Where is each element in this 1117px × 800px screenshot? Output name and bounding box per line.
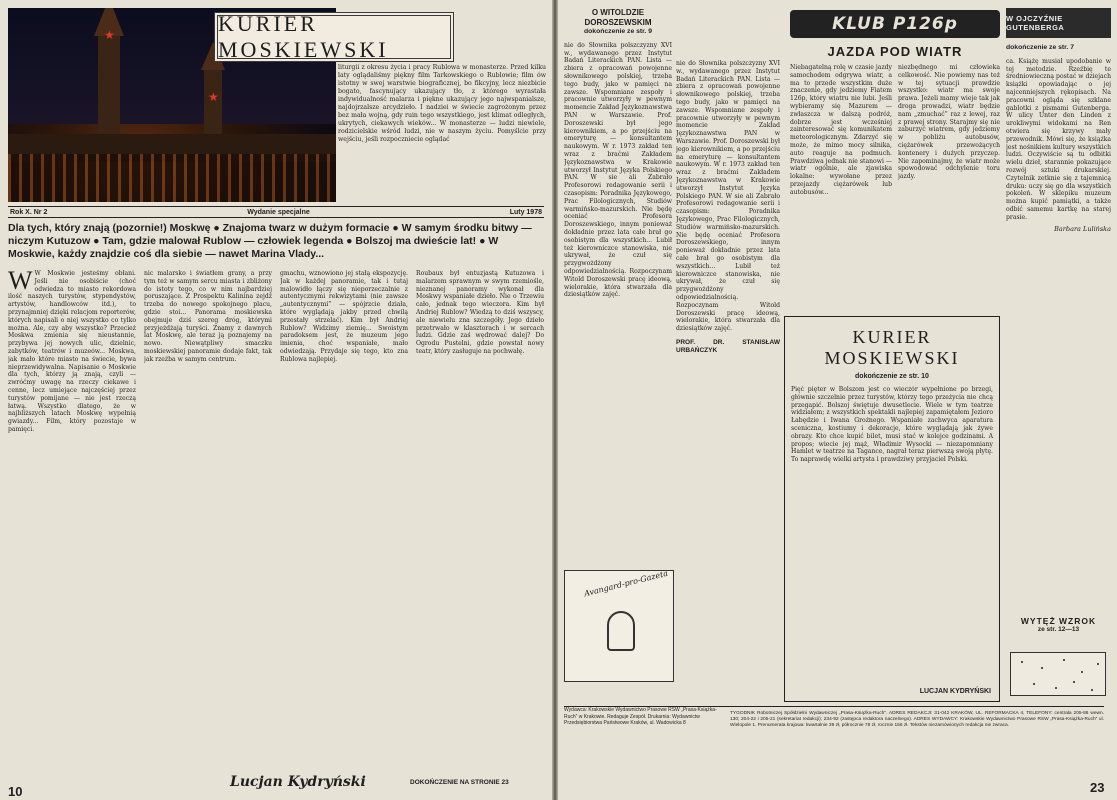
issue-info-bar [8, 206, 544, 218]
doroszewski-column-2: nie do Słownika polszczyzny XVI w., wydawanego przez Instytut Badań Literackich PAN. Lista — zbiera z opracowań powojenne słownikowego polskiej, trzeba tego budy, jako w pamięci na zawsze. Wspomniane zespoły i pracownie utworzyły w pewnym momencie Zakład Językoznawstwa PAN w Warszawie. Prof. Doroszewski był jego kierownikiem, a po przejściu na emeryturę — konsultantem naukowym. W r. 1973 zakład ten wraz z braćmi Zakładem Językoznawstwa w Krakowie utworzył Instytut Języka Polskiego PAN. W sie ali Zabrało Profesorowi redagowanie serii i czasopism: Poradnika Językowego, Prac Filologicznych, Studiów warmińsko-mazurskich. Nie będę oceniać Profesora Doroszewskiego, innym ponieważ dokładnie przez lata całe brał go osobistym dla wszystkich... Lubił też kierowniczce stanowiska, nie ukrywał, że czuł się przygwożdżony odpowiedzialnością. Rozpoczynam Witold Doroszewski pracę ideową, wielorakie, która stwarzała dla dziesiątków zajęć. PROF. DR. STANISŁAW URBAŃCZYK [676, 60, 780, 354]
gutenberg-heading: W OJCZYŹNIE GUTENBERGA [1006, 8, 1111, 38]
editorial-address: TYGODNIK Robotniczej Spółdzielni Wydawniczej „Prasa-Książka-Ruch”. ADRES REDAKCJI: 31-042 KRAKÓW, UL. REFORMACKA 4, TELEFONY: centrala 205-86 wewn. 130; 204-22 i 205-21 (sekretariat redakcji); 234-92 (zastępca redaktora naczelnego). ADRES WYDAWCY: Krakowskie Wydawnictwo Prasowe RSW „Prasa-Książka-Ruch” ul. Wielopole 1. Prenumerata krajowa: kwartalnie 39 zł, półrocznie 78 zł, rocznie 156 zł. Tekstów niezamówionych redakcja nie zwraca. [730, 711, 1104, 729]
red-star-icon: ★ [208, 90, 219, 104]
klub-126p-logo: KLUB P126p [790, 10, 1000, 38]
dot-puzzle [1010, 652, 1106, 696]
doroszewski-text: nie do Słownika polszczyzny XVI w., wydawanego przez Instytut Badań Literackich PAN. Lista — zbiera z opracowań powojenne słownikowego polskiej, trzeba tego budy, jako w pamięci na zawsze. Wspomniane zespoły i pracownie utworzyły w pewnym momencie Zakład Językoznawstwa PAN w Warszawie. Prof. Doroszewski był jego kierownikiem, a po przejściu na emeryturę — konsultantem naukowym. W r. 1973 zakład ten wraz z braćmi Zakładem Językoznawstwa w Krakowie utworzył Instytut Języka Polskiego PAN. W sie ali Zabrało Profesorowi redagowanie serii i czasopism: Poradnika Językowego, Prac Filologicznych, Studiów warmińsko-mazurskich. Nie będę oceniać Profesora Doroszewskiego, innym ponieważ dokładnie przez lata całe brał go osobistym dla wszystkich... Lubił też kierowniczce stanowiska, nie ukrywał, że czuł się przygwożdżony odpowiedzialnością. Rozpoczynam Witold Doroszewski pracę ideową, wielorakie, która stwarzała dla dziesiątków zajęć. [564, 41, 672, 299]
article-column-1: W W Moskwie jesteśmy obłani. Jeśli nie osobiście (choć odwiedza to miasto rekordowa ilość naszych turystów, stypendystów, artystów, handlowców itd.), to przynajmniej dzięki relacjom reporterów, których napisali o niej wszystko co tylko można. Ale, czy aby wszystko? Przecież Moskwa zmienia się nieustannie, przybywa jej nowych ulic, dzielnic, zabytków, teatrów i muzeów... Moskwa, jak mało które miasto na świecie, bywa nieprzewidywalna. Napisanie o Moskwie dla tych, którzy ją znają, czyli — zwróćmy uwagę na rzeczy ciekawe i cenne, lecz umiejące najczęściej przez turystów pomijane — nie jest rzeczą łatwą. Wszystko dlatego, że w najbliższych latach Moskwę wypełnią gwiazdy... Film, który pozostaje w pamięci. [8, 270, 136, 433]
gutenberg-continued: dokończenie ze str. 7 [1006, 44, 1074, 51]
doroszewski-column [564, 8, 672, 568]
left-page [0, 0, 552, 800]
wytez-subtitle: ze str. 12—13 [1037, 626, 1080, 633]
article-column-4: Roubaux był entuzjastą Kutuzowa i malarzem sprawnym w swym rzemiośle, nieznanej panoramy wykonał dla Moskwy wspaniałe dzieło. Nie o Trzewiu cało, jednak tego wieczora. Kim był Andriej Rublow? Wiedzą to dziś wszyscy, ale niewielu zna szczegóły. Jego dzieło przetrwało w klasztorach i w sercach ludzi. Gdzie zaś wędrować dalej? Do Ogrodu Pustelni, gdzie powstał nowy teatr, który zasługuje na pochwałę. [416, 270, 544, 355]
drop-cap: W [8, 270, 33, 295]
red-star-icon: ★ [104, 28, 115, 42]
box-title: KURIER MOSKIEWSKI [824, 327, 960, 368]
intro-column: liturgii z okresu życia i pracy Rublowa w monasterze. Przed kilku laty oglądaliśmy piękny film Tarkowskiego o Rublowie; film ów istotny w swej warstwie biograficznej, bo fikcyjny, lecz niezbicie bogato, fascynujący ukazujący tło, z którego wyrastała indywidualność malarza i piękne ukazujący jego najwspanialsze, najdojrzalsze arcydzieło. I nadziei w świecie zagrożonym przez bez mała wojną, gdy ruin tego wszystkiego, jest klimat odległych, ukrytych, ciekawych wieków... W monasterze — ludzi niewiele, rodzicielskie wśród ludzi, nie w naszym życiu. Pomyślcie przy wejściu, jeśli rozpoczniecie oglądać [338, 64, 546, 143]
author-signature: Lucjan Kydryński [230, 774, 366, 790]
edition-label: Wydanie specjalne [247, 208, 310, 216]
article-column-2: nic malarsko i światłem grany, a przy tym też w samym sercu miasta i zbliżony do istoty tego, co w nim najbardziej poruszające. Z Prospektu Kalinina zejdź trzeba do nowego spokojnego placu, gdzie stoi... Panorama moskiewska obejmuje dziś szereg dróg, którymi przyjeżdżają turyści. Znamy z dawnych lat Moskwę, ale teraz ją poznajemy na nowo. Niewątpliwy smaczku moskiewskiej panoramie dodaje fakt, tak jak rzeźba w samym centrum. [144, 270, 272, 363]
page-number-right: 23 [1090, 780, 1105, 795]
cartoon-figure [607, 611, 635, 651]
wytez-wzrok-block [1006, 616, 1111, 633]
doroszewski-heading: O WITOLDZIE DOROSZEWSKIM [584, 8, 652, 27]
doroszewski-continued: dokończenie ze str. 9 [584, 28, 652, 35]
gutenberg-column [1006, 44, 1111, 610]
kurier-continuation-box [784, 316, 1000, 702]
jazda-column-2: niezbędnego mi człowieka celkowość. Nie powiemy nas też w tej sytuacji prawdzie wszystko: wiatr ma swoje prawa. Jeżeli mamy wieje tak jak droga prowadzi, wiatr będzie nam „zmuchać” raz z lewej, raz z prawej strony. Starajmy się nie zaburzyć wiatrem, gdy jedziemy w pobliżu autobusów, ciężarówek przewożących kontenery i dużych przyczep. Nie zapominajmy, że wiatr może spowodować odchylenie toru jazdy. [898, 64, 1000, 181]
page-number-left: 10 [8, 784, 23, 799]
article-column-3: gmachu, wznowiono jej stałą ekspozycję. Jak w każdej panoramie, tak i tutaj malowidło łączy się nieporzeczalnie z autentycznymi rekwizytami (nie zawsze „autentycznymi” — spójrzcie działa, które wyglądają jakby przed chwilą przestały strzelać). Kim był Andriej Rublow? Widzimy ziemię... Swoistym paradoksem jest, że muzeum jego imienia, choć wspaniałe, mało odwiedzają. Przydaje się tego, kto zna Rublowa najlepiej. [280, 270, 408, 363]
jazda-headline: JAZDA POD WIATR [827, 44, 963, 59]
wytez-title: WYTĘŻ WZROK [1020, 616, 1097, 626]
box-text: Pięć pięter w Bolszom jest co wieczór wypełnione po brzegi, głównie szczelnie przez turystów, którzy tego przeżycia nie chcą przegapić. Bolszoj świętuje dwusetlecie. Wiele w tym teatrze widziałem; z wszystkich spektakli najlepiej zapamiętałem Jezioro Łabędzie i Iwana Groźnego. Wspaniałe zachwyca aparatura sceniczna, kostiumy i dekoracje, które wyglądają jak żywe obrazy. Kto chce kupić bilet, musi stać w kolejce godzinami. A propos; wiecie jej mąż, Władimir Wysocki — niezapomniany Hamlet w teatrze na Tagance, nagrał teraz pierwszą swoją płytę. To naprawdę wielki artysta i prawdziwy przyjaciel Polski. [791, 386, 993, 464]
continued-note: DOKOŃCZENIE NA STRONIE 23 [410, 779, 509, 786]
masthead-title: KURIER MOSKIEWSKI [218, 11, 389, 62]
box-author: LUCJAN KYDRYŃSKI [919, 688, 991, 695]
masthead [214, 12, 454, 62]
jazda-column-1: Niebagatelną rolę w czasie jazdy samochodem odgrywa wiatr, a ma to przede wszystkim duże znaczenie, gdy jedziemy Fiatem 126p, który wiatru nie lubi. Jeśli wybieramy się Mazurem — zwłaszcza w dalszą podróż, dobrze jest wcześniej zainteresować się komunikatem meteorologicznym. Zdarzyć się może, że mimo mocy silnika, auto reaguje na podmuch. Prawdziwa jednak nie stanowi — wiatr ogólnie, ale zjawiska lokalne: wywołane przez przejazdy ciężarówek lub autobusów... [790, 64, 892, 196]
gutenberg-text: ca. Książę musiał upodobanie w tej metodzie. Rzeźbię te średniowieczną postać w dziejach książki opowiadając o jej najcenniejszych rękopisach. Na pracowni ogląda się szklane gablotki z pismami Gutenberga. W ulicy Unter den Linden z urokliwymi widokami na Ren otwiera się krzywy mały przewodnik. Mówi się, że książka jest nośnikiem kultury wszystkich ludzi. Oczywiście są tu odbitki wielu dzieł, starannie pokazujące rozwój sztuki drukarskiej. Czytelnik zetknie się z tajemnicą druku: uczy się go dla wszystkich pokoleń. W sklepiku muzeum można kupić pamiątki, a także odbić samemu kartkę na starej prasie. [1006, 57, 1111, 221]
issue-number: Rok X. Nr 2 [10, 208, 48, 216]
imprint-footer [564, 706, 1104, 786]
cartoon-caption: Avangard-pro-Gazeta [583, 568, 669, 599]
kremlin-tower-shape [204, 68, 222, 140]
gutenberg-author: Barbara Lulińska [1054, 224, 1111, 233]
lead-paragraph: Dla tych, który znają (pozornie!) Moskwę ● Znajoma twarz w dużym formacie ● W samym środku bitwy — niczym Kutuzow ● Tam, gdzie malował Rublow — człowiek legenda ● Bolszoj ma dwieście lat! ● W Moskwie, każdy znajdzie coś dla siebie — nawet Marina Vlady... [8, 222, 532, 260]
doroszewski-author: PROF. DR. STANISŁAW URBAŃCZYK [676, 338, 780, 354]
box-continued: dokończenie ze str. 10 [855, 373, 929, 380]
right-page [558, 0, 1117, 800]
spasskaya-tower-shape [98, 34, 120, 144]
issue-date: Luty 1978 [509, 208, 542, 216]
cartoon-illustration [564, 570, 674, 682]
publisher-info: Wydawca: Krakowskie Wydawnictwo Prasowe RSW „Prasa-Książka-Ruch” w Krakowie. Redaguje Zespół. Drukarnia: Wydawnictw Przedsiębiorstwa Państwowe Kraków, ul. Wadowicka 8 [564, 707, 717, 727]
article-body [8, 270, 544, 782]
